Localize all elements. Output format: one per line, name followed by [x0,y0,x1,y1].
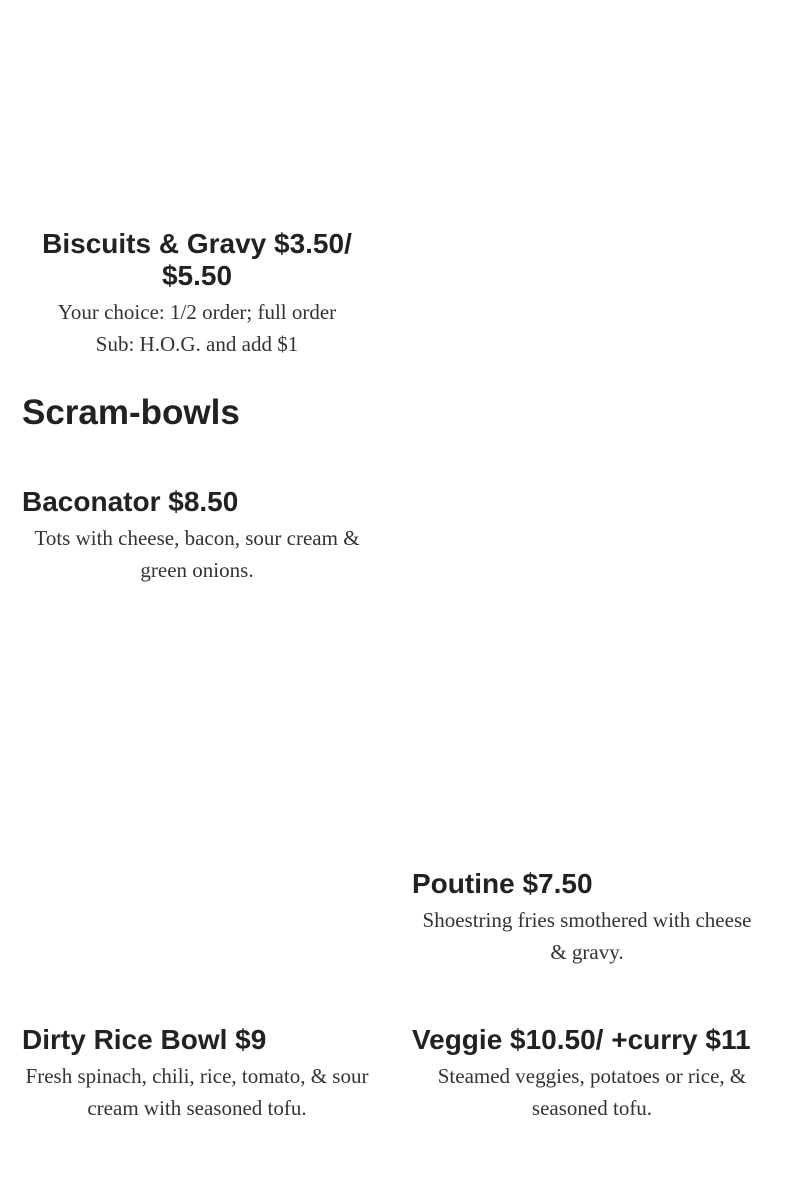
menu-item-description: Shoestring fries smothered with cheese & gravy. [422,908,752,964]
menu-item-baconator [22,486,372,586]
menu-item-dirty-rice-bowl [22,1024,372,1124]
section-heading-scram-bowls: Scram-bowls [22,393,240,432]
menu-item-description: Steamed veggies, potatoes or rice, & seasoned tofu. [437,1064,747,1120]
menu-item-description-line: Your choice: 1/2 order; full order [57,300,337,324]
menu-item-title: Dirty Rice Bowl $9 [22,1024,267,1055]
menu-item-description: Tots with cheese, bacon, sour cream & green onions. [34,526,360,582]
menu-item-biscuits-gravy [22,228,372,360]
menu-item-poutine [412,868,762,968]
menu-item-title: Biscuits & Gravy $3.50/ $5.50 [42,228,352,291]
menu-item-description: Fresh spinach, chili, rice, tomato, & sour cream with seasoned tofu. [25,1064,369,1120]
menu-item-title: Veggie $10.50/ +curry $11 [412,1024,751,1055]
menu-item-veggie [412,1024,772,1124]
menu-item-description [22,296,372,360]
menu-item-title: Poutine $7.50 [412,868,593,899]
menu-item-description-line: Sub: H.O.G. and add $1 [95,332,299,356]
menu-item-title: Baconator $8.50 [22,486,239,517]
